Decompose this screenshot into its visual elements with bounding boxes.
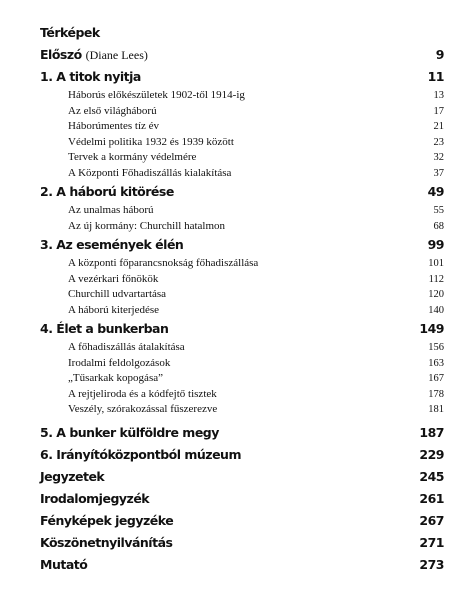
subentry-title: Az unalmas háború	[68, 204, 154, 216]
page-number: 32	[433, 152, 444, 163]
page-number: 229	[419, 446, 444, 462]
page-number: 37	[433, 167, 444, 179]
entry-title: Köszönetnyilvánítás	[40, 534, 173, 550]
toc-subentry	[40, 402, 444, 418]
toc-subentry	[40, 150, 444, 166]
subentry-title: „Tűsarkak kopogása”	[68, 372, 163, 384]
subentry-title: Az első világháború	[68, 104, 157, 117]
toc-entry-photos	[40, 510, 444, 532]
entry-title: 1. A titok nyitja	[40, 69, 141, 84]
subentry-title: A háború kiterjedése	[68, 303, 160, 316]
toc-entry-chapter-4	[40, 318, 444, 340]
subentry-title: Védelmi politika 1932 és 1939 között	[68, 135, 234, 148]
toc-entry-acknowledgements	[40, 532, 444, 554]
entry-title: 5. A bunker külföldre megy	[40, 424, 219, 440]
page-number: 149	[419, 321, 444, 336]
toc-subentry	[40, 203, 444, 219]
toc-subentry	[40, 219, 444, 235]
toc-subentry	[40, 135, 444, 151]
toc-subentry	[40, 356, 444, 372]
page-number: 261	[419, 490, 444, 506]
subentry-title: A főhadiszállás átalakítása	[68, 341, 185, 353]
toc-entry-bibliography	[40, 488, 444, 510]
toc-subentry	[40, 340, 444, 356]
page-number: 99	[427, 237, 444, 252]
entry-title: Jegyzetek	[40, 468, 105, 484]
toc-subentry	[40, 371, 444, 387]
table-of-contents	[40, 22, 444, 576]
page-number: 13	[433, 90, 444, 101]
foreword-author: (Diane Lees)	[85, 48, 148, 62]
toc-subentry	[40, 104, 444, 120]
page-number: 156	[428, 342, 444, 353]
page-number: 23	[433, 136, 444, 148]
toc-subentry	[40, 272, 444, 288]
toc-entry-chapter-5	[40, 422, 444, 444]
page-number: 55	[433, 205, 444, 216]
entry-title: 6. Irányítóközpontból múzeum	[40, 446, 241, 462]
toc-entry-chapter-6	[40, 444, 444, 466]
toc-subentry	[40, 303, 444, 319]
page-number: 17	[433, 105, 444, 117]
toc-entry-foreword	[40, 44, 444, 66]
subentry-title: A vezérkari főnökök	[68, 272, 159, 285]
page-number: 140	[428, 304, 444, 316]
page-number: 120	[428, 289, 444, 300]
page-number: 187	[419, 424, 444, 440]
subentry-title: Veszély, szórakozással fűszerezve	[68, 403, 218, 415]
toc-entry-chapter-3	[40, 234, 444, 256]
entry-title: Mutató	[40, 556, 88, 572]
subentry-title: A Központi Főhadiszállás kialakítása	[68, 166, 232, 179]
page-number: 245	[419, 468, 444, 484]
page-number: 68	[433, 220, 444, 232]
subentry-title: Tervek a kormány védelmére	[68, 151, 197, 163]
page-number: 181	[428, 404, 444, 415]
toc-subentry	[40, 387, 444, 403]
toc-subentry	[40, 88, 444, 104]
toc-entry-chapter-1	[40, 66, 444, 88]
subentry-title: Háborús előkészületek 1902-től 1914-ig	[68, 89, 245, 101]
subentry-title: A rejtjeliroda és a kódfejtő tisztek	[68, 387, 217, 400]
entry-title: Irodalomjegyzék	[40, 490, 150, 506]
toc-subentry	[40, 256, 444, 272]
page-number: 11	[427, 69, 444, 84]
toc-subentry	[40, 166, 444, 182]
entry-title: Előszó (Diane Lees)	[40, 47, 148, 62]
toc-subentry	[40, 287, 444, 303]
subentry-title: Az új kormány: Churchill hatalmon	[68, 219, 226, 232]
entry-title: 4. Élet a bunkerban	[40, 321, 169, 336]
entry-title: 3. Az események élén	[40, 237, 184, 252]
page-number: 163	[428, 357, 444, 369]
maps-heading: Térképek	[40, 25, 100, 40]
subentry-title: A központi főparancsnokság főhadiszállása	[68, 257, 259, 269]
page-number: 271	[419, 534, 444, 550]
page-number: 178	[428, 388, 444, 400]
entry-title: 2. A háború kitörése	[40, 184, 174, 199]
subentry-title: Háborúmentes tíz év	[68, 120, 160, 132]
page-number: 267	[419, 512, 444, 528]
page-number: 49	[427, 184, 444, 199]
page-number: 21	[433, 121, 444, 132]
page-number: 167	[428, 373, 444, 384]
page-number: 273	[419, 556, 444, 572]
page-number: 101	[428, 258, 444, 269]
entry-title: Fényképek jegyzéke	[40, 512, 174, 528]
subentry-title: Churchill udvartartása	[68, 288, 167, 300]
toc-entry-chapter-2	[40, 181, 444, 203]
subentry-title: Irodalmi feldolgozások	[68, 356, 171, 369]
toc-entry-index	[40, 554, 444, 576]
toc-entry-notes	[40, 466, 444, 488]
page-number: 112	[428, 273, 444, 285]
page-number: 9	[435, 47, 444, 62]
toc-subentry	[40, 119, 444, 135]
